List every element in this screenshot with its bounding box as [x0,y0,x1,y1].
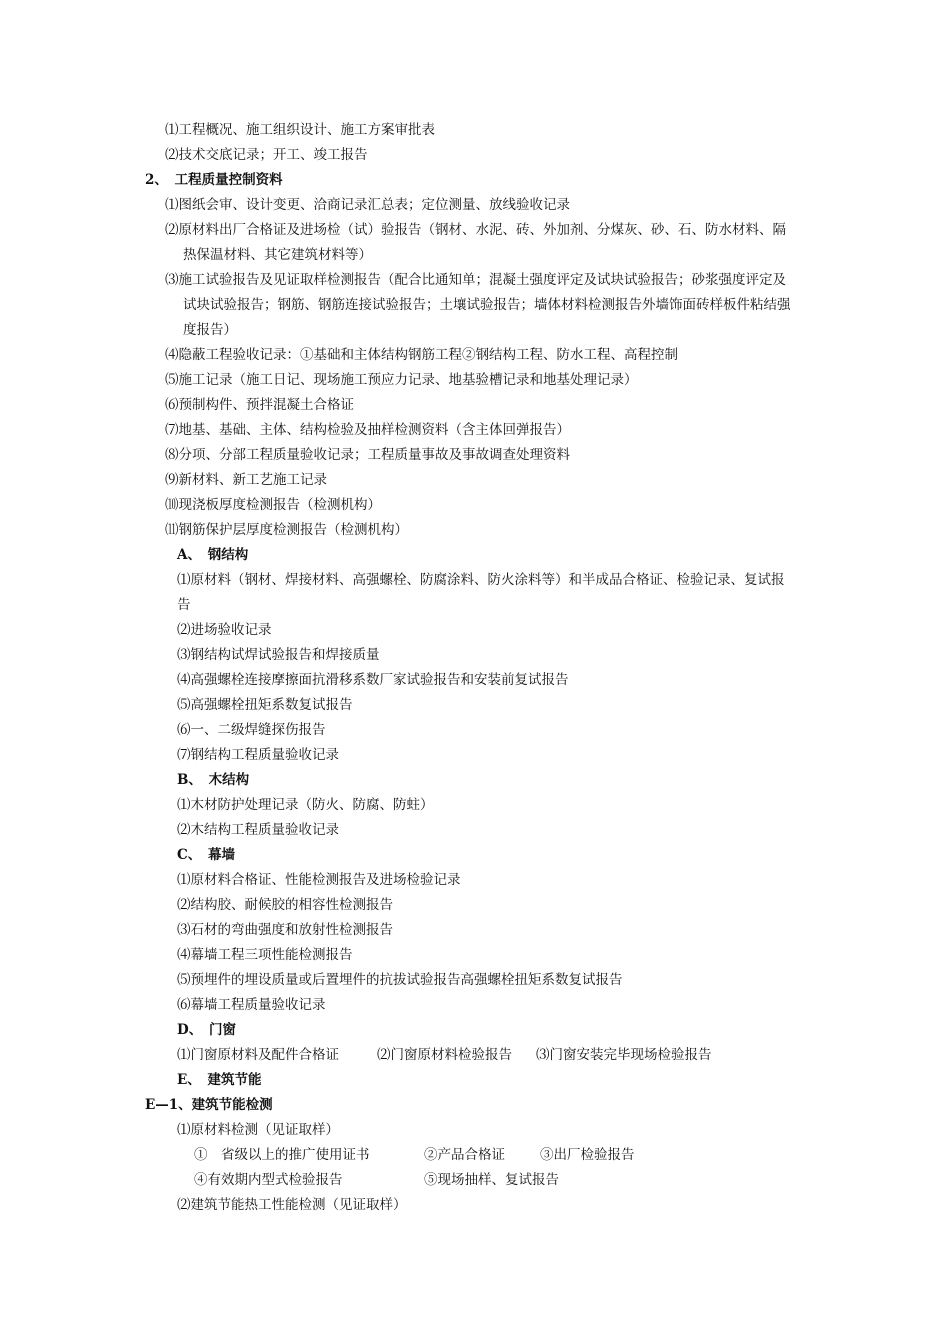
text-line: ⑾钢筋保护层厚度检测报告（检测机构） [165,522,408,538]
text-line: ⑴原材料合格证、性能检测报告及进场检验记录 [177,872,461,888]
subsection-heading: E、 建筑节能 [177,1072,262,1088]
text-line: ① 省级以上的推广使用证书 [194,1147,370,1163]
text-line: ⑴工程概况、施工组织设计、施工方案审批表 [165,122,435,138]
text-line: ④有效期内型式检验报告 [194,1172,343,1188]
text-line: ⑵结构胶、耐候胶的相容性检测报告 [177,897,393,913]
text-line: ⑸施工记录（施工日记、现场施工预应力记录、地基验槽记录和地基处理记录） [165,372,638,388]
text-line: ⑵技术交底记录；开工、竣工报告 [165,147,368,163]
text-line: ⑤现场抽样、复试报告 [424,1172,559,1188]
text-line: ⑷高强螺栓连接摩擦面抗滑移系数厂家试验报告和安装前复试报告 [177,672,569,688]
text-line: ⑴木材防护处理记录（防火、防腐、防蛀） [177,797,434,813]
text-line: ⑵原材料出厂合格证及进场检（试）验报告（钢材、水泥、砖、外加剂、分煤灰、砂、石、防水材料、隔 [165,222,786,238]
text-line: 试块试验报告；钢筋、钢筋连接试验报告；土壤试验报告；墙体材料检测报告外墙饰面砖样板件粘结强 [183,297,791,313]
text-line: ⑴门窗原材料及配件合格证 [177,1047,339,1063]
text-line: ⑸预埋件的埋设质量或后置埋件的抗拔试验报告高强螺栓扭矩系数复试报告 [177,972,623,988]
text-line: 度报告） [183,322,237,338]
text-line: ⑵木结构工程质量验收记录 [177,822,339,838]
subsection-heading: B、 木结构 [177,772,250,788]
section-heading: E—1、建筑节能检测 [145,1097,273,1113]
subsection-heading: D、 门窗 [177,1022,236,1038]
text-line: ⑶门窗安装完毕现场检验报告 [536,1047,712,1063]
text-line: ⑺地基、基础、主体、结构检验及抽样检测资料（含主体回弹报告） [165,422,570,438]
text-line: ⑵门窗原材料检验报告 [377,1047,512,1063]
text-line: ⑷幕墙工程三项性能检测报告 [177,947,353,963]
section-heading: 2、 工程质量控制资料 [145,172,283,188]
text-line: ⑶钢结构试焊试验报告和焊接质量 [177,647,380,663]
text-line: ⑴图纸会审、设计变更、洽商记录汇总表；定位测量、放线验收记录 [165,197,570,213]
subsection-heading: A、 钢结构 [177,547,249,563]
text-line: ⑸高强螺栓扭矩系数复试报告 [177,697,353,713]
text-line: 热保温材料、其它建筑材料等） [183,247,372,263]
text-line: ⑹幕墙工程质量验收记录 [177,997,326,1013]
text-line: ⑼新材料、新工艺施工记录 [165,472,327,488]
text-line: ⑶施工试验报告及见证取样检测报告（配合比通知单；混凝土强度评定及试块试验报告；砂浆强度评定及 [165,272,786,288]
text-line: ⑹一、二级焊缝探伤报告 [177,722,326,738]
text-line: ⑷隐蔽工程验收记录：①基础和主体结构钢筋工程②钢结构工程、防水工程、高程控制 [165,347,678,363]
text-line: ⑵进场验收记录 [177,622,272,638]
text-line: ②产品合格证 [424,1147,505,1163]
text-line: ⑴原材料（钢材、焊接材料、高强螺栓、防腐涂料、防火涂料等）和半成品合格证、检验记录、复试报 [177,572,785,588]
text-line: ⑵建筑节能热工性能检测（见证取样） [177,1197,407,1213]
text-line: ⑴原材料检测（见证取样） [177,1122,339,1138]
text-line: ③出厂检验报告 [540,1147,635,1163]
text-line: ⑹预制构件、预拌混凝土合格证 [165,397,354,413]
text-line: 告 [177,597,191,613]
text-line: ⑺钢结构工程质量验收记录 [177,747,339,763]
text-line: ⑶石材的弯曲强度和放射性检测报告 [177,922,393,938]
text-line: ⑽现浇板厚度检测报告（检测机构） [165,497,381,513]
subsection-heading: C、 幕墙 [177,847,235,863]
text-line: ⑻分项、分部工程质量验收记录；工程质量事故及事故调查处理资料 [165,447,570,463]
